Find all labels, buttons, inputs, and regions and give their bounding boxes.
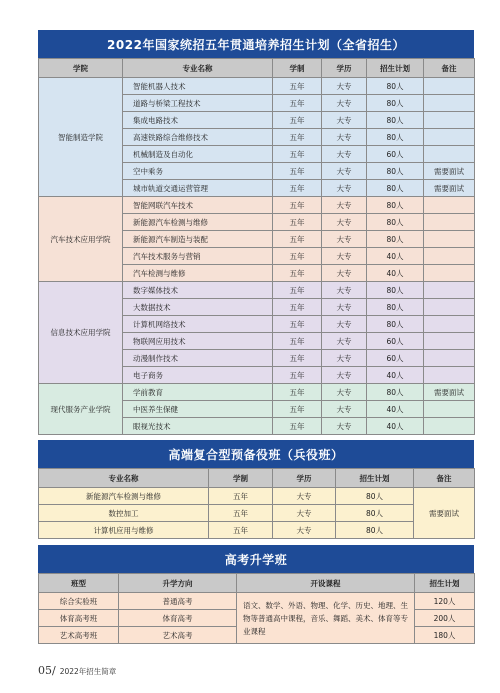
years-cell: 五年 [209,488,273,505]
plan-cell: 80人 [367,384,424,401]
page-number: 05/ [38,664,56,677]
major-cell: 道路与桥梁工程技术 [123,95,273,112]
table-row [39,488,475,505]
years-cell: 五年 [273,367,322,384]
degree-cell: 大专 [322,333,367,350]
major-cell: 大数据技术 [123,299,273,316]
note-cell [424,129,475,146]
years-cell: 五年 [273,282,322,299]
plan-cell: 80人 [367,112,424,129]
plan-cell: 60人 [367,333,424,350]
years-cell: 五年 [273,197,322,214]
major-cell: 中医养生保健 [123,401,273,418]
degree-cell: 大专 [322,146,367,163]
plan-cell: 80人 [336,522,414,539]
note-cell [424,231,475,248]
major-cell: 学前教育 [123,384,273,401]
major-cell: 集成电路技术 [123,112,273,129]
direction-cell: 普通高考 [119,593,237,610]
college-cell: 智能制造学院 [39,78,123,197]
years-cell: 五年 [273,350,322,367]
note-cell: 需要面试 [424,384,475,401]
major-cell: 汽车检测与维修 [123,265,273,282]
college-cell: 现代服务产业学院 [39,384,123,435]
degree-cell: 大专 [322,197,367,214]
note-cell [424,248,475,265]
years-cell: 五年 [273,316,322,333]
plan-cell: 80人 [367,282,424,299]
years-cell: 五年 [273,112,322,129]
note-cell [424,197,475,214]
years-cell: 五年 [273,180,322,197]
years-cell: 五年 [273,214,322,231]
table-row [39,384,475,401]
major-cell: 新能源汽车检测与维修 [123,214,273,231]
plan-cell: 120人 [415,593,475,610]
note-cell [424,333,475,350]
class-type-cell: 综合实验班 [39,593,119,610]
class-type-cell: 艺术高考班 [39,627,119,644]
degree-cell: 大专 [322,316,367,333]
plan-cell: 80人 [367,316,424,333]
direction-cell: 体育高考 [119,610,237,627]
note-cell: 需要面试 [414,488,475,539]
note-cell [424,112,475,129]
col-header-courses: 开设课程 [237,574,415,593]
section3-table [38,573,475,644]
direction-cell: 艺术高考 [119,627,237,644]
degree-cell: 大专 [322,282,367,299]
major-cell: 计算机应用与维修 [39,522,209,539]
years-cell: 五年 [273,146,322,163]
table-row [39,282,475,299]
plan-cell: 180人 [415,627,475,644]
col-header-note: 备注 [414,469,475,488]
major-cell: 城市轨道交通运营管理 [123,180,273,197]
years-cell: 五年 [209,505,273,522]
plan-cell: 80人 [367,299,424,316]
table-row [39,197,475,214]
years-cell: 五年 [273,384,322,401]
section3-header-row [39,574,475,593]
courses-cell: 语文、数学、外语、物理、化学、历史、地理、生物等普通高中课程，音乐、舞蹈、美术、体育等专业课程 [237,593,415,644]
major-cell: 电子商务 [123,367,273,384]
degree-cell: 大专 [273,522,336,539]
degree-cell: 大专 [322,180,367,197]
degree-cell: 大专 [322,163,367,180]
table-row [39,78,475,95]
major-cell: 机械制造及自动化 [123,146,273,163]
col-header-note: 备注 [424,59,475,78]
plan-cell: 80人 [367,78,424,95]
years-cell: 五年 [273,333,322,350]
section2-table [38,468,475,539]
degree-cell: 大专 [322,112,367,129]
years-cell: 五年 [209,522,273,539]
col-header-class-type: 班型 [39,574,119,593]
note-cell [424,401,475,418]
plan-cell: 60人 [367,146,424,163]
degree-cell: 大专 [322,231,367,248]
major-cell: 数字媒体技术 [123,282,273,299]
degree-cell: 大专 [322,214,367,231]
plan-cell: 40人 [367,401,424,418]
col-header-major: 专业名称 [39,469,209,488]
major-cell: 汽车技术服务与营销 [123,248,273,265]
class-type-cell: 体育高考班 [39,610,119,627]
plan-cell: 200人 [415,610,475,627]
section2-header-row [39,469,475,488]
section1-title: 2022年国家统招五年贯通培养招生计划（全省招生） [38,30,474,58]
note-cell [424,367,475,384]
years-cell: 五年 [273,163,322,180]
note-cell [424,316,475,333]
degree-cell: 大专 [322,78,367,95]
section1-header-row [39,59,475,78]
years-cell: 五年 [273,401,322,418]
plan-cell: 80人 [367,180,424,197]
note-cell [424,418,475,435]
col-header-plan: 招生计划 [336,469,414,488]
major-cell: 数控加工 [39,505,209,522]
page-footer [38,664,116,677]
section3-title: 高考升学班 [38,545,474,573]
major-cell: 物联网应用技术 [123,333,273,350]
footer-text: 2022年招生简章 [59,667,117,676]
degree-cell: 大专 [322,418,367,435]
years-cell: 五年 [273,418,322,435]
plan-cell: 80人 [367,129,424,146]
degree-cell: 大专 [322,265,367,282]
degree-cell: 大专 [322,384,367,401]
degree-cell: 大专 [322,299,367,316]
col-header-years: 学制 [273,59,322,78]
major-cell: 空中乘务 [123,163,273,180]
plan-cell: 80人 [336,488,414,505]
col-header-degree: 学历 [322,59,367,78]
major-cell: 新能源汽车检测与维修 [39,488,209,505]
col-header-plan: 招生计划 [367,59,424,78]
college-cell: 信息技术应用学院 [39,282,123,384]
years-cell: 五年 [273,299,322,316]
degree-cell: 大专 [322,350,367,367]
plan-cell: 80人 [336,505,414,522]
plan-cell: 80人 [367,95,424,112]
plan-cell: 40人 [367,418,424,435]
degree-cell: 大专 [273,488,336,505]
degree-cell: 大专 [322,129,367,146]
degree-cell: 大专 [273,505,336,522]
col-header-major: 专业名称 [123,59,273,78]
years-cell: 五年 [273,78,322,95]
years-cell: 五年 [273,265,322,282]
degree-cell: 大专 [322,367,367,384]
plan-cell: 60人 [367,350,424,367]
note-cell: 需要面试 [424,163,475,180]
note-cell [424,95,475,112]
section2-title: 高端复合型预备役班（兵役班） [38,440,474,468]
degree-cell: 大专 [322,95,367,112]
plan-cell: 40人 [367,248,424,265]
note-cell: 需要面试 [424,180,475,197]
section1-body [39,78,475,435]
years-cell: 五年 [273,129,322,146]
col-header-plan: 招生计划 [415,574,475,593]
plan-cell: 80人 [367,214,424,231]
note-cell [424,214,475,231]
note-cell [424,146,475,163]
table-row [39,593,475,610]
section1-table [38,58,475,435]
years-cell: 五年 [273,231,322,248]
years-cell: 五年 [273,248,322,265]
plan-cell: 40人 [367,265,424,282]
note-cell [424,78,475,95]
college-cell: 汽车技术应用学院 [39,197,123,282]
col-header-degree: 学历 [273,469,336,488]
major-cell: 高速铁路综合维修技术 [123,129,273,146]
table-row [39,505,475,522]
col-header-years: 学制 [209,469,273,488]
note-cell [424,265,475,282]
col-header-college: 学院 [39,59,123,78]
plan-cell: 80人 [367,197,424,214]
major-cell: 动漫制作技术 [123,350,273,367]
major-cell: 新能源汽车制造与装配 [123,231,273,248]
col-header-direction: 升学方向 [119,574,237,593]
note-cell [424,282,475,299]
major-cell: 计算机网络技术 [123,316,273,333]
major-cell: 智能机器人技术 [123,78,273,95]
major-cell: 智能网联汽车技术 [123,197,273,214]
degree-cell: 大专 [322,248,367,265]
degree-cell: 大专 [322,401,367,418]
plan-cell: 40人 [367,367,424,384]
years-cell: 五年 [273,95,322,112]
table-row [39,522,475,539]
plan-cell: 80人 [367,231,424,248]
note-cell [424,350,475,367]
plan-cell: 80人 [367,163,424,180]
note-cell [424,299,475,316]
major-cell: 眼视光技术 [123,418,273,435]
